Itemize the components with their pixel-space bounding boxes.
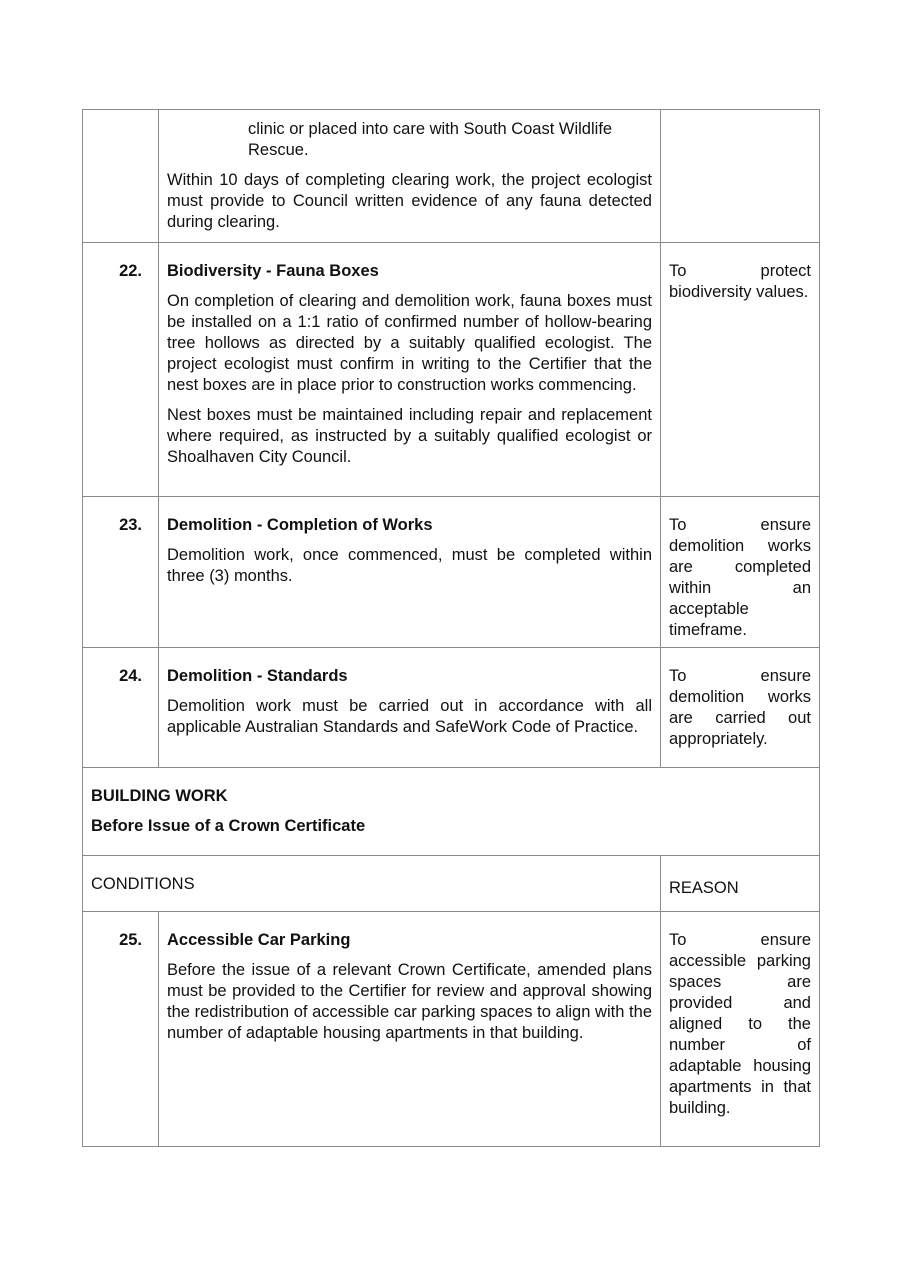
condition-number-cell [83,110,159,243]
condition-title: Demolition - Standards [167,667,348,685]
reason-text: To ensure demolition works are carried out appropriately. [661,648,820,768]
condition-text: Demolition work, once commenced, must be completed within three (3) months. [167,546,652,585]
condition-text: Within 10 days of completing clearing work, the project ecologist must provide to Council written evidence of any fauna detected during clearing. [167,171,652,231]
section-header-row [83,768,820,856]
condition-text: Demolition work must be carried out in accordance with all applicable Australian Standards and SafeWork Code of Practice. [167,697,652,736]
table-row [83,912,820,1147]
section-heading: BUILDING WORK [91,787,228,805]
condition-number: 25. [83,912,159,1147]
column-header-row [83,856,820,912]
conditions-table [82,109,820,1147]
condition-number: 24. [83,648,159,768]
condition-body-cell [159,110,661,243]
condition-number: 22. [83,243,159,497]
conditions-column-header: CONDITIONS [83,856,661,912]
reason-text: To protect biodiversity values. [661,243,820,497]
condition-title: Accessible Car Parking [167,931,351,949]
condition-text: Before the issue of a relevant Crown Certificate, amended plans must be provided to the Certifier for review and approval showing the redistribution of accessible car parking spaces to align with the number of adaptable housing apartments in that building. [167,961,652,1042]
condition-title: Biodiversity - Fauna Boxes [167,262,379,280]
reason-text: To ensure demolition works are completed within an acceptable timeframe. [661,497,820,648]
table-row [83,648,820,768]
table-row [83,243,820,497]
condition-body-cell [159,497,661,648]
condition-text: Nest boxes must be maintained including repair and replacement where required, as instructed by a suitably qualified ecologist or Shoalhaven City Council. [167,406,652,466]
reason-cell [661,110,820,243]
condition-number: 23. [83,497,159,648]
section-header-cell [83,768,820,856]
conditions-document [82,109,819,1147]
section-subheading: Before Issue of a Crown Certificate [91,817,366,835]
table-row [83,110,820,243]
condition-title: Demolition - Completion of Works [167,516,433,534]
condition-text: clinic or placed into care with South Coast Wildlife Rescue. [248,120,613,159]
condition-body-cell [159,243,661,497]
reason-text: To ensure accessible parking spaces are provided and aligned to the number of adaptable housing apartments in that building. [661,912,820,1147]
condition-text: On completion of clearing and demolition work, fauna boxes must be installed on a 1:1 ratio of confirmed number of hollow-bearing tree hollows as directed by a suitably qualified ecologist. The project ecologist must confirm in writing to the Certifier that the nest boxes are in place prior to construction works commencing. [167,292,652,394]
reason-column-header: REASON [661,856,820,912]
condition-body-cell [159,912,661,1147]
table-row [83,497,820,648]
condition-body-cell [159,648,661,768]
